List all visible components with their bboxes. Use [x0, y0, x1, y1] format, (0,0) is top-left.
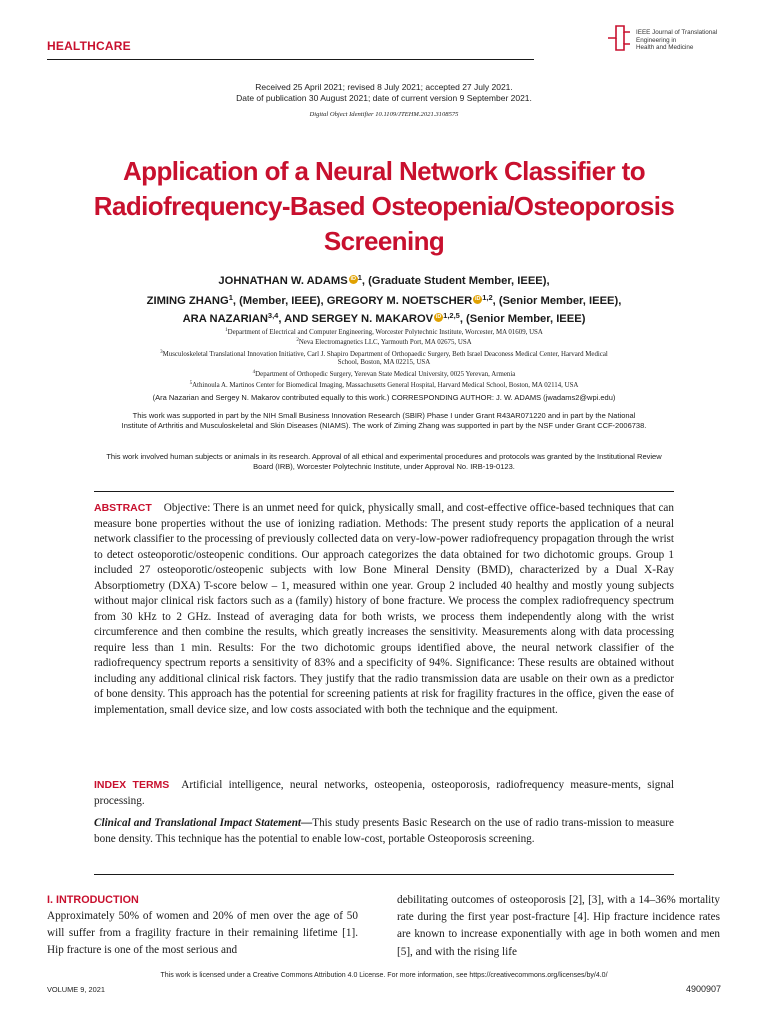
- abstract-bottom-rule: [94, 874, 674, 875]
- title-line: Screening: [323, 226, 445, 256]
- affiliation-sup: 2: [296, 338, 299, 343]
- doi-line: Digital Object Identifier 10.1109/JTEHM.2021.3108575: [309, 111, 459, 118]
- author-line: [0, 311, 768, 325]
- ieee-jtehm-logo-icon: [606, 18, 634, 58]
- body-column-right: [397, 892, 720, 961]
- index-terms-text: Artificial intelligence, neural networks, osteopenia, osteoporosis, radiofrequency measure-ments, signal processing.: [94, 779, 674, 807]
- author-role: , (Senior Member, IEEE): [459, 313, 586, 325]
- journal-logo: [606, 18, 726, 58]
- paper-title: [60, 154, 708, 259]
- orcid-icon[interactable]: iD: [350, 276, 356, 282]
- body-column-left: [47, 892, 358, 960]
- index-terms-label: INDEX TERMS: [94, 779, 170, 791]
- affiliation-text: Musculoskeletal Translational Innovation Initiative, Carl J. Shapiro Department of Orthopaedic Surgery, Beth Israel Deaconess Medical Center, Harvard Medical: [162, 351, 608, 358]
- affiliation: [70, 380, 698, 391]
- author-affil-sup: 1: [357, 273, 362, 282]
- affiliation-text: Department of Orthopedic Surgery, Yerevan State Medical University, 0025 Yerevan, Armenia: [255, 371, 516, 378]
- impact-text: This study presents Basic Research on the use of radio trans-mission to measure bone density. This technique has the potential to enable low-cost, portable Osteoporosis screening.: [94, 817, 674, 845]
- author-name: SERGEY N. MAKAROV: [311, 313, 434, 325]
- affiliation: [70, 359, 698, 368]
- abstract-text: Objective: There is an unmet need for quick, physically small, and cost-effective office-based techniques that can measure bone properties without the use of ionizing radiation. Methods: The present study reports the application of a neural network classifier to the processing of previously collected data on very-low-power radiofrequency propagation through the wrist to detect osteoporotic/osteopenic conditions. Our approach categorizes the data obtained for two dichotomic groups. Group 1 included 27 osteoporotic/osteopenic subjects with low Bone Mineral Density (BMD), characterized by a Dual X-Ray Absorptiometry (DXA) T-score below – 1, measured within one year. Group 2 included 40 healthy and mostly young subjects without major clinical risk factors such as a (family) history of bone fracture. We process the complex radiofrequency spectrum from 30 kHz to 2 GHz. Instead of averaging data for both wrists, we process them independently along with the wrist circumference and then combine the results, which greatly increases the sensitivity. Measurements along with data processing require less than 1 min. Results: For the two dichotomic groups identified above, the neural network classifier of the radiofrequency spectrum reports a sensitivity of 83% and a specificity of 94%. Significance: These results are obtained without including any additional clinical risk factors. They justify that the radio transmission data are usable on their own as a predictor of bone density. This approach has the potential for screening patients at risk for fragility fractures in the office, given the ease of implementation, small device size, and low costs associated with both the technique and the equipment.: [94, 502, 675, 716]
- section-heading: I. INTRODUCTION: [47, 894, 139, 906]
- title-line: Application of a Neural Network Classifier to: [123, 156, 645, 186]
- affiliation-sup: 1: [225, 328, 228, 333]
- author-affil-sup: 1,2,5: [443, 311, 460, 320]
- author-role: , AND: [278, 313, 312, 325]
- author-name: ARA NAZARIAN: [182, 313, 268, 325]
- journal-name-line: IEEE Journal of Translational: [636, 29, 718, 36]
- orcid-icon[interactable]: iD: [474, 296, 481, 302]
- author-affil-sup: 1,2: [482, 293, 493, 302]
- body-text: Approximately 50% of women and 20% of men over the age of 50 will suffer from a fragility fracture in their remaining lifetime [1]. Hip fracture is one of the most serious and: [47, 910, 358, 957]
- orcid-icon[interactable]: iD: [435, 314, 442, 320]
- page-number: 4900907: [685, 984, 721, 994]
- affiliation-text: Department of Electrical and Computer Engineering, Worcester Polytechnic Institute, Worcester, MA 01609, USA: [227, 329, 543, 336]
- impact-label: Clinical and Translational Impact Statement—: [94, 817, 313, 829]
- header-rule: [47, 59, 534, 60]
- abstract: [94, 501, 674, 718]
- section-tag: HEALTHCARE: [47, 39, 131, 53]
- affiliation-sup: 4: [252, 370, 256, 375]
- affiliation-sup: 5: [189, 381, 193, 386]
- funding-note: This work was supported in part by the NIH Small Business Innovation Research (SBIR) Phase I under Grant R43AR071220 and in part by the National Institute of Arthritis and Musculoskeletal and Skin Diseases (NIAMS). The work of Ziming Zhang was supported in part by the NSF under Grant CCF-2006738.: [121, 411, 647, 430]
- author-role: , (Senior Member, IEEE),: [492, 295, 622, 307]
- journal-name-line: Health and Medicine: [636, 44, 694, 52]
- author-role: , (Member, IEEE),: [232, 295, 327, 307]
- license-line: This work is licensed under a Creative Commons Attribution 4.0 License. For more information, see https://creativecommons.org/licenses/by/4.0/: [160, 972, 608, 979]
- affiliation-sup: 3: [160, 350, 163, 355]
- author-role: , (Graduate Student Member, IEEE),: [361, 275, 550, 287]
- author-line: [0, 293, 768, 307]
- affiliation: [70, 349, 698, 360]
- affiliation: [70, 337, 698, 348]
- affiliation-text: Neva Electromagnetics LLC, Yarmouth Port, MA 02675, USA: [298, 339, 472, 346]
- abstract-rule: [94, 491, 674, 492]
- affiliation: [70, 327, 698, 338]
- contribution-note: (Ara Nazarian and Sergey N. Makarov contributed equally to this work.) CORRESPONDING AUTHOR: J. W. ADAMS (jwadams2@wpi.edu): [152, 393, 616, 402]
- author-name: ZIMING ZHANG: [146, 295, 229, 307]
- abstract-label: ABSTRACT: [94, 502, 152, 514]
- affiliation-text: Athinoula A. Martinos Center for Biomedical Imaging, Massachusetts General Hospital, Harvard Medical School, Boston, MA 02114, USA: [192, 382, 579, 389]
- ethics-note: This work involved human subjects or animals in its research. Approval of all ethical and experimental procedures and protocols was granted by the Institutional Review Board (IRB), Worcester Polytechnic Institute, under Approval No. IRB-19-0123.: [106, 452, 662, 471]
- title-line: Radiofrequency-Based Osteopenia/Osteoporosis: [93, 191, 675, 221]
- volume-footer: VOLUME 9, 2021: [47, 985, 105, 994]
- impact-statement: [94, 816, 674, 847]
- author-line: [0, 273, 768, 287]
- affiliation-text: School, Boston, MA 02215, USA: [337, 359, 431, 366]
- journal-name: [636, 29, 731, 52]
- affiliation: [70, 369, 698, 380]
- author-name: GREGORY M. NOETSCHER: [326, 295, 473, 307]
- received-dates: Received 25 April 2021; revised 8 July 2021; accepted 27 July 2021.: [255, 82, 513, 92]
- author-affil-sup: 1: [228, 293, 233, 302]
- index-terms: [94, 778, 674, 809]
- author-affil-sup: 3,4: [267, 311, 279, 320]
- journal-name-line: Engineering in: [636, 36, 677, 44]
- publication-dates: Date of publication 30 August 2021; date of current version 9 September 2021.: [236, 93, 532, 103]
- body-text: debilitating outcomes of osteoporosis [2], [3], with a 14–36% mortality rate during the first year post-fracture [4]. Hip fracture incidence rates are known to increase exponentially with age in both women and men [5], and with the rising life: [397, 894, 720, 958]
- author-name: JOHNATHAN W. ADAMS: [218, 275, 348, 287]
